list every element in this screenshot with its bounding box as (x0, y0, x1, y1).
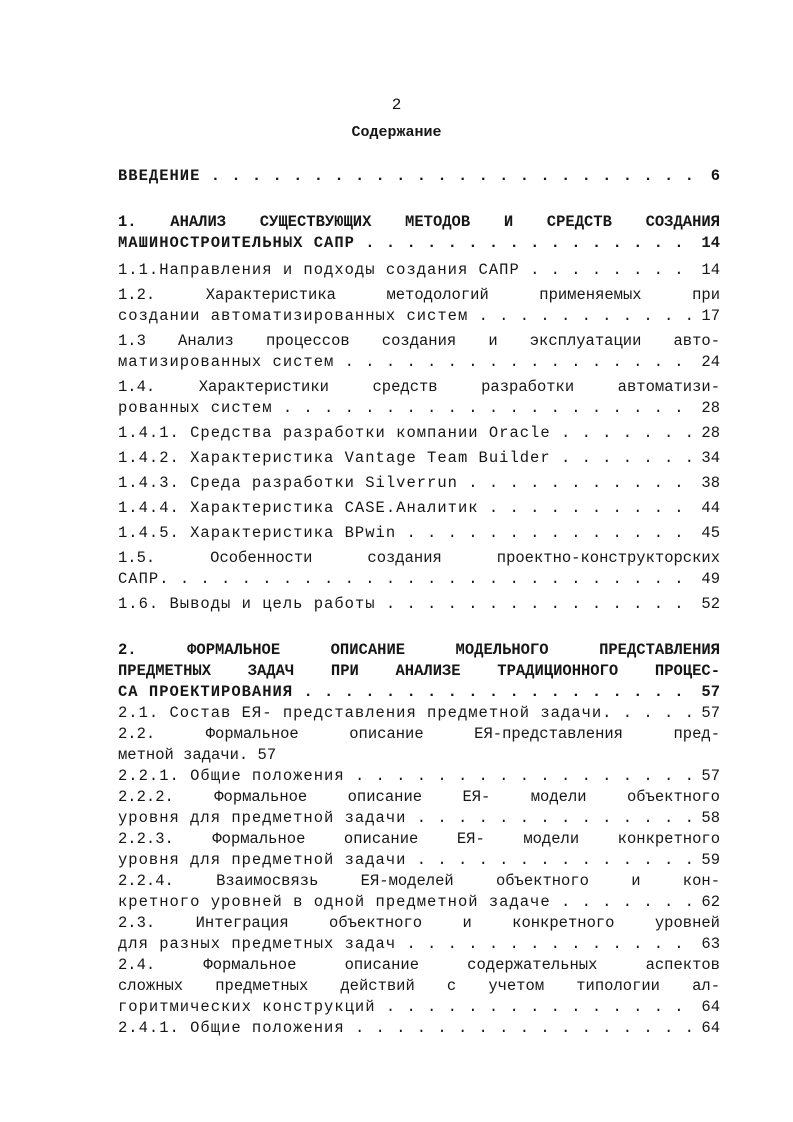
toc-entry-text: метной задачи. 57 (118, 746, 277, 764)
toc-entry (118, 594, 720, 615)
toc-entry-text: 1.4.4. Характеристика CASE.Аналитик . . . (118, 498, 697, 519)
toc-page-number: 34 (701, 449, 720, 467)
toc-entry (118, 913, 720, 955)
toc-entry (118, 640, 720, 703)
toc-entry-text: 2.4.1. Общие положения . . . (118, 1018, 697, 1039)
toc-page-number: 63 (701, 935, 720, 953)
table-of-contents (118, 166, 720, 1039)
toc-title: Содержание (351, 124, 442, 141)
toc-entry-line: 1.3 Анализ процессов создания и эксплуатации авто- (118, 332, 720, 350)
toc-page-number: 58 (701, 809, 720, 827)
toc-page-number: 24 (701, 353, 720, 371)
toc-entry-text: уровня для предметной задачи . . . (118, 808, 697, 829)
toc-entry (118, 829, 720, 871)
toc-entry (118, 1018, 720, 1039)
toc-page-number: 17 (701, 307, 720, 325)
toc-page-number: 49 (701, 570, 720, 588)
toc-entry (118, 448, 720, 469)
toc-entry (118, 703, 720, 724)
toc-entry (118, 212, 720, 254)
toc-page-number: 28 (701, 399, 720, 417)
toc-entry-text: СА ПРОЕКТИРОВАНИЯ . . . (118, 682, 697, 703)
toc-entry (118, 423, 720, 444)
toc-entry (118, 260, 720, 281)
toc-entry (118, 523, 720, 544)
toc-page-number: 44 (701, 499, 720, 517)
toc-page-number: 57 (701, 767, 720, 785)
toc-entry (118, 473, 720, 494)
toc-page-number: 52 (701, 595, 720, 613)
toc-entry-line: 2.2.4. Взаимосвязь ЕЯ-моделей объектного и кон- (118, 872, 720, 890)
toc-page-number: 38 (701, 474, 720, 492)
toc-entry-line: 2. ФОРМАЛЬНОЕ ОПИСАНИЕ МОДЕЛЬНОГО ПРЕДСТАВЛЕНИЯ (118, 641, 720, 659)
toc-entry-line: 2.2.3. Формальное описание ЕЯ- модели конкретного (118, 830, 720, 848)
toc-entry-text: горитмических конструкций . . . (118, 997, 697, 1018)
toc-entry-text: 1.6. Выводы и цель работы . . . (118, 594, 697, 615)
toc-entry-line: 1.4. Характеристики средств разработки автоматизи- (118, 378, 720, 396)
toc-entry-text: МАШИНОСТРОИТЕЛЬНЫХ САПР . . . (118, 233, 697, 254)
toc-page-number: 6 (710, 167, 720, 185)
toc-page-number: 45 (701, 524, 720, 542)
toc-entry (118, 548, 720, 590)
toc-entry-text: матизированных систем . . . (118, 352, 697, 373)
toc-entry-line: 2.4. Формальное описание содержательных аспектов (118, 956, 720, 974)
toc-entry-line: 1.2. Характеристика методологий применяемых при (118, 286, 720, 304)
toc-entry-text: 1.4.2. Характеристика Vantage Team Builder . . . (118, 448, 697, 469)
toc-entry-text: рованных систем . . . (118, 398, 697, 419)
toc-entry (118, 871, 720, 913)
toc-entry-text: кретного уровней в одной предметной задаче . . . (118, 892, 697, 913)
toc-entry (118, 498, 720, 519)
toc-page-number: 62 (701, 893, 720, 911)
page-number: 2 (391, 96, 402, 114)
toc-entry-line: 1.5. Особенности создания проектно-конструкторских (118, 549, 720, 567)
toc-entry-text: 2.2.1. Общие положения . . . (118, 766, 697, 787)
toc-page-number: 57 (701, 683, 720, 701)
toc-entry (118, 724, 720, 766)
toc-page-number: 14 (701, 261, 720, 279)
toc-page-number: 28 (701, 424, 720, 442)
toc-page-number: 64 (701, 1019, 720, 1037)
toc-entry-line: сложных предметных действий с учетом типологии ал- (118, 977, 720, 995)
toc-entry-text: САПР. . . . (118, 569, 697, 590)
toc-entry-text: уровня для предметной задачи . . . (118, 850, 697, 871)
toc-entry (118, 766, 720, 787)
toc-page-number: 59 (701, 851, 720, 869)
toc-entry-line: 1. АНАЛИЗ СУЩЕСТВУЮЩИХ МЕТОДОВ И СРЕДСТВ СОЗДАНИЯ (118, 213, 720, 231)
toc-entry-text: для разных предметных задач . . . (118, 934, 697, 955)
toc-entry-text: 2.1. Состав ЕЯ- представления предметной задачи. . . . (118, 703, 697, 724)
toc-entry (118, 285, 720, 327)
toc-page-number: 64 (701, 998, 720, 1016)
toc-entry-line: 2.3. Интеграция объектного и конкретного уровней (118, 914, 720, 932)
toc-entry (118, 955, 720, 1018)
toc-entry-text: создании автоматизированных систем . . . (118, 306, 697, 327)
toc-entry-text: 1.4.3. Среда разработки Silverrun . . . (118, 473, 697, 494)
toc-entry-text: 1.4.1. Средства разработки компании Oracle . . . (118, 423, 697, 444)
toc-entry-text: 1.1.Направления и подходы создания САПР . . . (118, 260, 697, 281)
toc-entry (118, 166, 720, 187)
toc-entry-text: 1.4.5. Характеристика BPwin . . . (118, 523, 697, 544)
toc-entry (118, 787, 720, 829)
toc-page-number: 14 (701, 234, 720, 252)
toc-entry (118, 377, 720, 419)
toc-entry-line: ПРЕДМЕТНЫХ ЗАДАЧ ПРИ АНАЛИЗЕ ТРАДИЦИОННОГО ПРОЦЕС- (118, 662, 720, 680)
toc-entry (118, 331, 720, 373)
toc-page-number: 57 (701, 704, 720, 722)
toc-entry-line: 2.2.2. Формальное описание ЕЯ- модели объектного (118, 788, 720, 806)
toc-entry-line: 2.2. Формальное описание ЕЯ-представления пред- (118, 725, 720, 743)
toc-entry-text: ВВЕДЕНИЕ . . . (118, 166, 707, 187)
